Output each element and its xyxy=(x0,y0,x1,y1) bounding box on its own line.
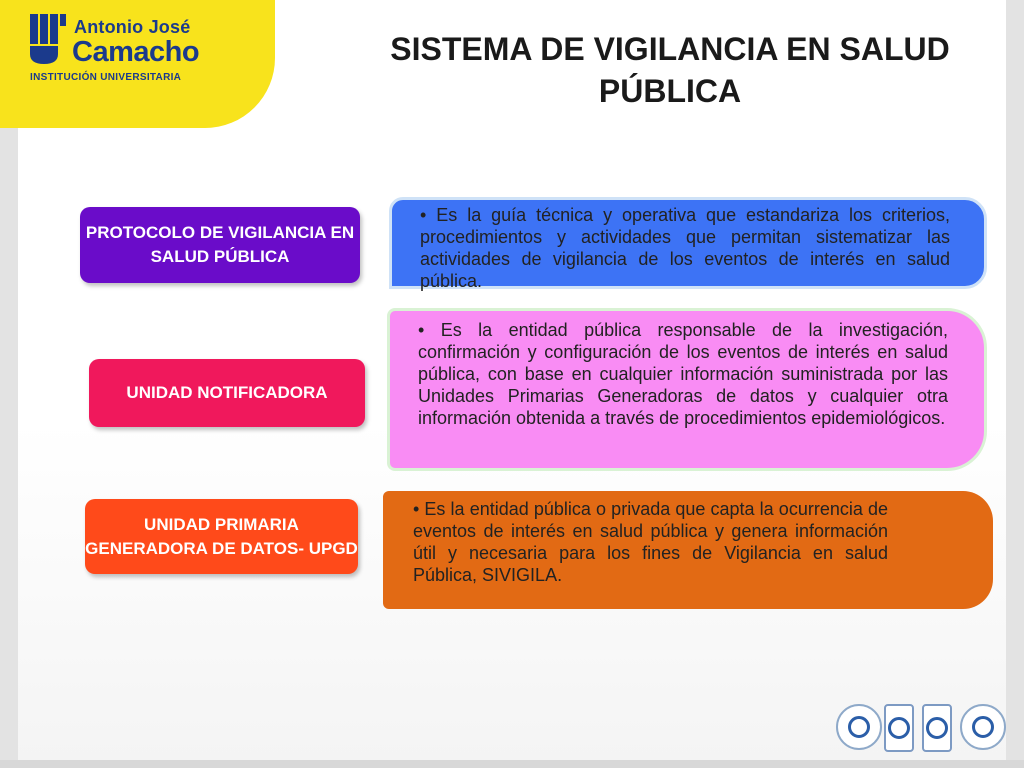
frame-right xyxy=(1006,0,1024,768)
frame-bottom xyxy=(0,760,1024,768)
logo-banner xyxy=(0,0,275,128)
label-protocolo: PROTOCOLO DE VIGILANCIA EN SALUD PÚBLICA xyxy=(80,207,360,283)
logo-name-line2: Camacho xyxy=(72,36,200,68)
panel-upgd-text: • Es la entidad pública o privada que capta la ocurrencia de eventos de interés en salud pública y genera información útil y necesaria para los fines de Vigilancia en salud Pública, SIVIGILA. xyxy=(413,499,888,585)
label-upgd: UNIDAD PRIMARIA GENERADORA DE DATOS- UPGD xyxy=(85,499,358,574)
panel-protocolo xyxy=(389,197,987,289)
panel-unidad-notificadora-text: • Es la entidad pública responsable de la investigación, confirmación y configuración de los eventos de interés en salud pública, con base en cualquier información suministrada por las Unidades Primarias Generadoras de datos y cualquier otra información obtenida a través de procedimientos epidemiológicos. xyxy=(418,320,948,428)
logo-subtitle: INSTITUCIÓN UNIVERSITARIA xyxy=(30,72,182,83)
panel-protocolo-text: • Es la guía técnica y operativa que estandariza los criterios, procedimientos y actividades que permitan sistematizar las actividades de vigilancia de los eventos de interés en salud pública. xyxy=(420,205,950,291)
slide-title: SISTEMA DE VIGILANCIA EN SALUD PÚBLICA xyxy=(390,31,950,109)
certification-icon xyxy=(922,704,952,752)
label-unidad-notificadora: UNIDAD NOTIFICADORA xyxy=(89,359,365,427)
quality-icon xyxy=(960,704,1006,750)
logo-name-line1: Antonio José xyxy=(74,17,191,37)
seal-icon xyxy=(836,704,882,750)
panel-upgd xyxy=(383,491,993,609)
university-logo-icon xyxy=(30,14,66,64)
certification-icon xyxy=(884,704,914,752)
certification-badges xyxy=(836,704,1006,756)
panel-unidad-notificadora xyxy=(387,308,987,471)
